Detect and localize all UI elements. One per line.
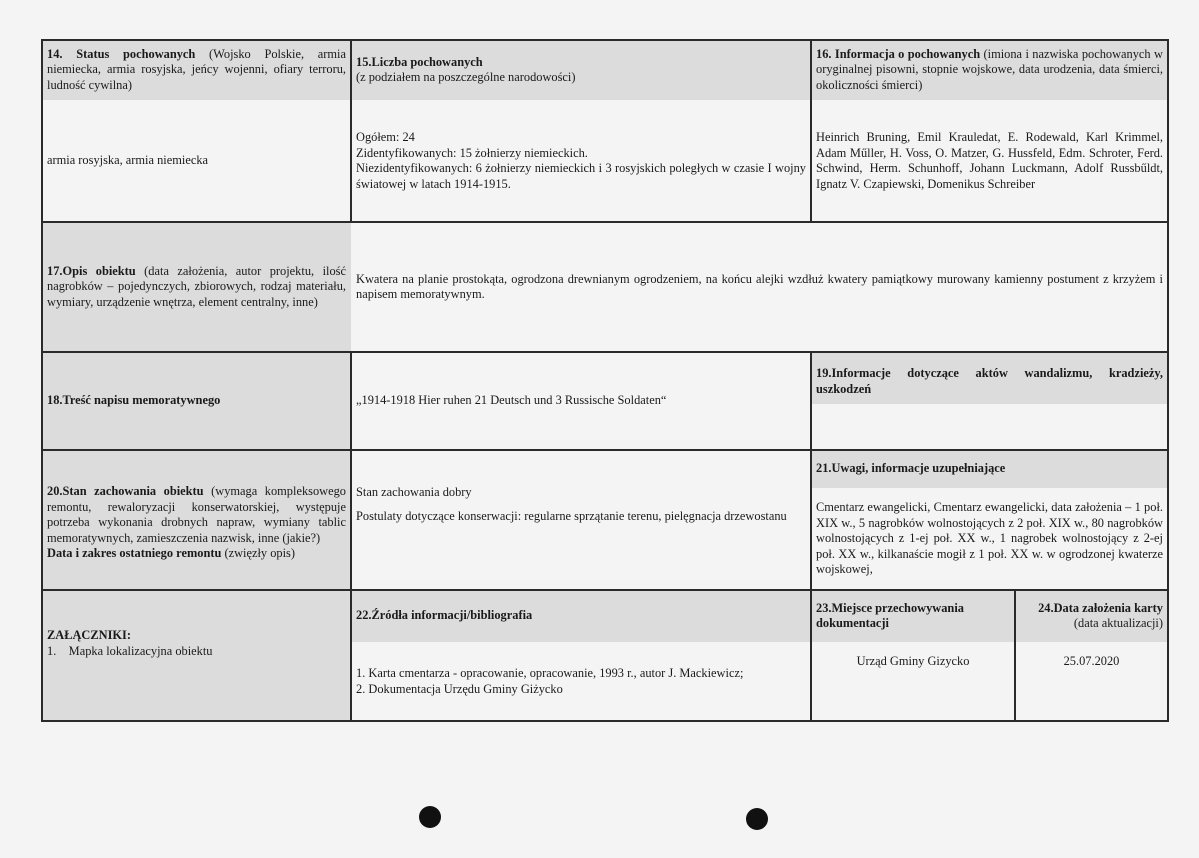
c18-value: „1914-1918 Hier ruhen 21 Deutsch und 3 Russische Soldaten“ [356,393,667,408]
cemetery-record-table [42,40,1168,721]
cell-23-header [811,590,1015,642]
rule-col3-row6 [1014,590,1016,721]
cell-23-value [811,642,1015,721]
c20-value2: Postulaty dotyczące konserwacji: regularne sprzątanie terenu, pielęgnacja drzewostanu [356,508,787,523]
cell-16-header [811,40,1168,100]
c15-line1: Ogółem: 24 [356,130,415,144]
cell-21-header [811,450,1168,488]
cell-18-value [351,352,811,450]
cell-16-value [811,100,1168,222]
cell-15-value [351,100,811,222]
rule-top [42,39,1169,41]
cell-17-value [351,222,1168,352]
rule-right [1167,39,1169,722]
cell-17-header [42,222,351,352]
rule-row4 [42,449,1169,451]
c14-value: armia rosyjska, armia niemiecka [47,153,209,168]
punch-hole-right [746,808,768,830]
c18-title: 18.Treść napisu memoratywnego [47,393,221,408]
c19-title: 19.Informacje dotyczące aktów wandalizmu, kradzieży, uszkodzeń [816,366,1163,396]
cell-19-header [811,352,1168,404]
rule-col1-rows12 [350,40,352,222]
rule-col1-rows4-6 [350,352,352,721]
c24-desc: (data aktualizacji) [1073,616,1163,630]
c20-title: 20.Stan zachowania obiektu [47,484,204,499]
cell-15-header [351,40,811,100]
c24-value: 25.07.2020 [1063,654,1120,668]
c20-title2: Data i zakres ostatniego remontu [47,546,222,561]
c20-value1: Stan zachowania dobry [356,485,472,499]
c24-title: 24.Data założenia karty [1038,600,1163,615]
attachments-title: ZAŁĄCZNIKI: [47,628,131,642]
rule-row5 [42,589,1169,591]
cell-24-header [1015,590,1168,642]
rule-left [41,39,43,722]
c14-title: 14. Status pochowanych [47,46,196,61]
cell-20-value [351,450,811,590]
c15-desc: (z podziałem na poszczególne narodowości) [356,70,576,84]
cell-22-value [351,642,811,721]
c21-title: 21.Uwagi, informacje uzupełniające [816,461,1006,476]
cell-14-value [42,100,351,222]
attachment-item-1: 1. Mapka lokalizacyjna obiektu [47,643,213,658]
c15-title: 15.Liczba pochowanych [356,54,483,69]
c22-title: 22.Źródła informacji/bibliografia [356,608,533,623]
c22-item1: 1. Karta cmentarza - opracowanie, opracowanie, 1993 r., autor J. Mackiewicz; [356,666,744,680]
rule-col2-rows12 [810,40,812,222]
c17-title: 17.Opis obiektu [47,263,136,278]
c17-value: Kwatera na planie prostokąta, ogrodzona drewnianym ogrodzeniem, na końcu alejki wzdłuż kwatery pamiątkowy murowany kamienny postument z krzyżem i napisem memoratywnym. [356,271,1163,301]
cell-20-header [42,450,351,590]
rule-row3 [42,351,1169,353]
c23-value: Urząd Gminy Gizycko [856,654,970,668]
cell-21-value [811,488,1168,590]
cell-14-header [42,40,351,100]
c14-desc: (Wojsko Polskie, armia niemiecka, armia rosyjska, jeńcy wojenni, ofiary terroru, ludność cywilna) [47,46,346,92]
c23-title: 23.Miejsce przechowywania dokumentacji [816,600,964,630]
c21-value: Cmentarz ewangelicki, Cmentarz ewangelicki, data założenia – 1 poł. XIX w., 5 nagrobków wolnostojących z 2 poł. XIX w., 80 nagrobków wolnostojących z 1-ej poł. XX w., 1 nagrobek wolnostojący z 2-ej poł. XX w., kilkanaście mogił z 1 poł. XX w. w ogrodzonej kwaterze wojskowej, [816,500,1163,577]
cell-18-header [42,352,351,450]
c20-desc: (wymaga kompleksowego remontu, rewaloryzacji konserwatorskiej, występuje potrzeba wykonania drobnych napraw, wymiany tablic memoratywnych, zamieszczenia nazwisk, inne (jakie?) [47,484,346,545]
rule-col2-rows4-6 [810,352,812,721]
cell-attachments [42,590,351,721]
c22-item2: 2. Dokumentacja Urzędu Gminy Giżycko [356,681,563,696]
c20-desc2: (zwięzły opis) [221,546,296,561]
cell-19-value [811,404,1168,450]
c15-line2: Zidentyfikowanych: 15 żołnierzy niemieckich. [356,145,588,160]
punch-hole-left [419,806,441,828]
c17-desc: (data założenia, autor projektu, ilość nagrobków – pojedynczych, zbiorowych, rodzaj materiału, wymiary, urządzenie wnętrza, element centralny, inne) [47,263,346,309]
rule-bottom [42,720,1169,722]
c16-desc: (imiona i nazwiska pochowanych w oryginalnej pisowni, stopnie wojskowe, data urodzenia, data śmierci, okoliczności śmierci) [816,46,1163,92]
rule-row1 [42,221,1169,223]
cell-24-value [1015,642,1168,721]
c15-line3: Niezidentyfikowanych: 6 żołnierzy niemieckich i 3 rosyjskich poległych w czasie I wojny światowej w latach 1914-1915. [356,161,806,191]
c16-title: 16. Informacja o pochowanych [816,46,981,61]
c16-value: Heinrich Bruning, Emil Krauledat, E. Rodewald, Karl Krimmel, Adam Műller, H. Voss, O. Matzer, G. Hussfeld, Edm. Schroter, Ferd. Schwind, Herm. Schunhoff, Johann Luckmann, Adolf Russbűldt, Ignatz V. Czapiewski, Domenikus Schreiber [816,130,1163,191]
cell-22-header [351,590,811,642]
